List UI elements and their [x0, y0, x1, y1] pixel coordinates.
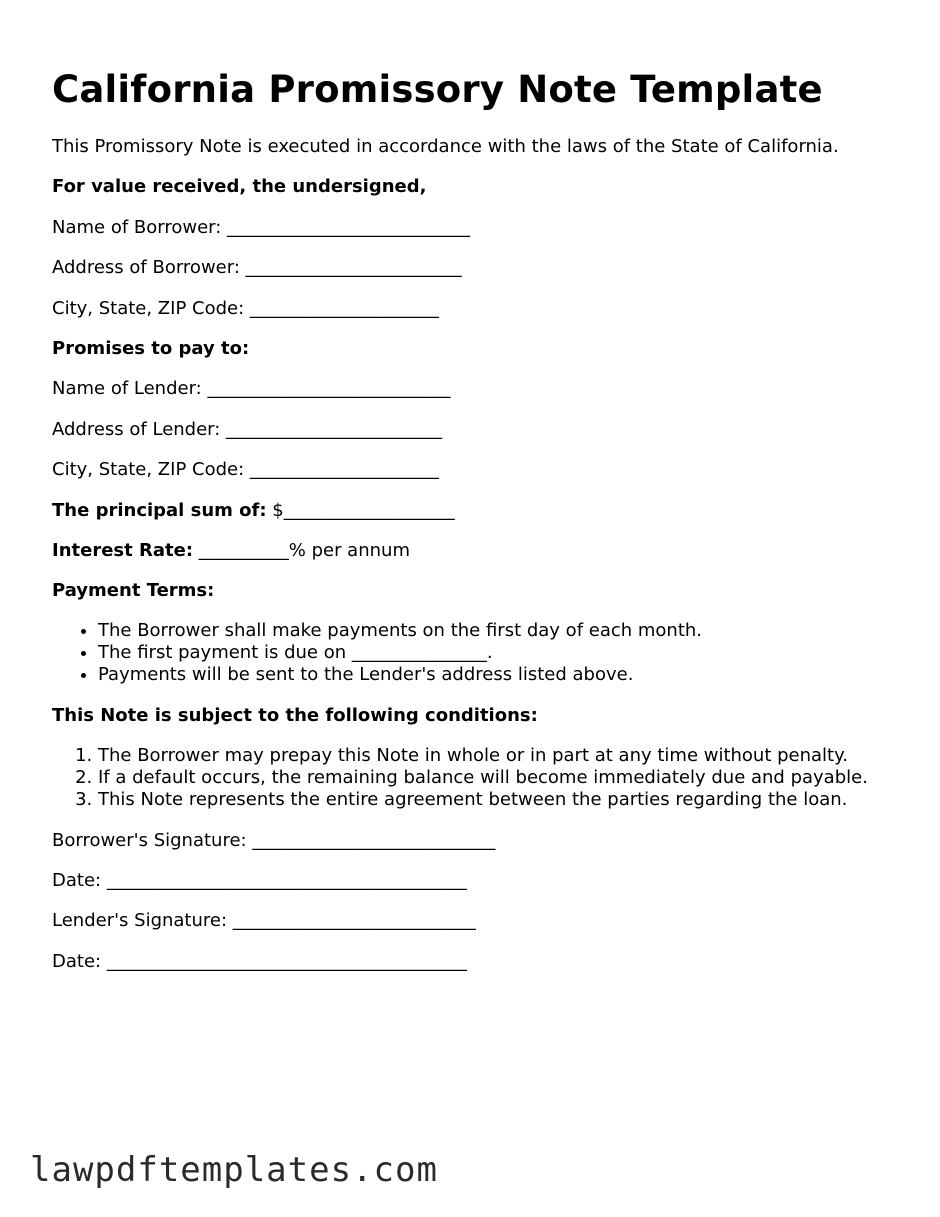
borrower-city-field[interactable]	[52, 298, 439, 320]
lender-name-blank[interactable]: ___________________________	[207, 378, 451, 399]
lender-heading: Promises to pay to:	[52, 338, 250, 359]
borrower-signature-field[interactable]	[52, 830, 495, 852]
lender-address-label: Address of Lender:	[52, 419, 227, 440]
lender-name-label: Name of Lender:	[52, 378, 208, 399]
interest-field[interactable]	[52, 540, 410, 562]
borrower-date-label: Date:	[52, 870, 107, 891]
lender-address-field[interactable]	[52, 419, 442, 441]
borrower-address-blank[interactable]: ________________________	[245, 257, 462, 278]
lender-date-field[interactable]	[52, 951, 467, 973]
intro-text: This Promissory Note is executed in accordance with the laws of the State of California.	[52, 136, 839, 157]
lender-signature-field[interactable]	[52, 910, 476, 932]
list-item: 1. The Borrower may prepay this Note in whole or in part at any time without penalty.	[98, 745, 868, 767]
borrower-name-label: Name of Borrower:	[52, 217, 228, 238]
lender-city-blank[interactable]: _____________________	[249, 459, 439, 480]
list-item: 2. If a default occurs, the remaining balance will become immediately due and payable.	[98, 767, 868, 789]
lender-signature-blank[interactable]: ___________________________	[232, 910, 476, 931]
list-item: • The first payment is due on _______________.	[98, 642, 702, 664]
borrower-address-label: Address of Borrower:	[52, 257, 246, 278]
principal-field[interactable]	[52, 500, 455, 522]
lender-signature-label: Lender's Signature:	[52, 910, 233, 931]
interest-label: Interest Rate:	[52, 540, 194, 561]
site-watermark: lawpdftemplates.com	[30, 1150, 438, 1190]
lender-address-blank[interactable]: ________________________	[226, 419, 443, 440]
interest-blank[interactable]: __________% per annum	[193, 540, 410, 561]
lender-date-label: Date:	[52, 951, 107, 972]
borrower-date-blank[interactable]: ________________________________________	[106, 870, 467, 891]
borrower-address-field[interactable]	[52, 257, 462, 279]
borrower-date-field[interactable]	[52, 870, 467, 892]
page-title: California Promissory Note Template	[52, 68, 823, 111]
borrower-heading: For value received, the undersigned,	[52, 176, 427, 197]
principal-blank[interactable]: $___________________	[266, 500, 455, 521]
borrower-signature-label: Borrower's Signature:	[52, 830, 253, 851]
conditions-list	[52, 745, 868, 811]
borrower-signature-blank[interactable]: ___________________________	[252, 830, 496, 851]
list-item: • The Borrower shall make payments on the first day of each month.	[98, 620, 702, 642]
borrower-name-field[interactable]	[52, 217, 470, 239]
borrower-city-blank[interactable]: _____________________	[249, 298, 439, 319]
payment-terms-heading: Payment Terms:	[52, 580, 215, 601]
list-item: 3. This Note represents the entire agreement between the parties regarding the loan.	[98, 789, 868, 811]
list-item: • Payments will be sent to the Lender's address listed above.	[98, 664, 702, 686]
payment-terms-list	[52, 620, 702, 686]
lender-name-field[interactable]	[52, 378, 450, 400]
lender-city-field[interactable]	[52, 459, 439, 481]
conditions-heading: This Note is subject to the following conditions:	[52, 705, 538, 726]
borrower-city-label: City, State, ZIP Code:	[52, 298, 250, 319]
borrower-name-blank[interactable]: ___________________________	[227, 217, 471, 238]
principal-label: The principal sum of:	[52, 500, 267, 521]
lender-date-blank[interactable]: ________________________________________	[106, 951, 467, 972]
lender-city-label: City, State, ZIP Code:	[52, 459, 250, 480]
